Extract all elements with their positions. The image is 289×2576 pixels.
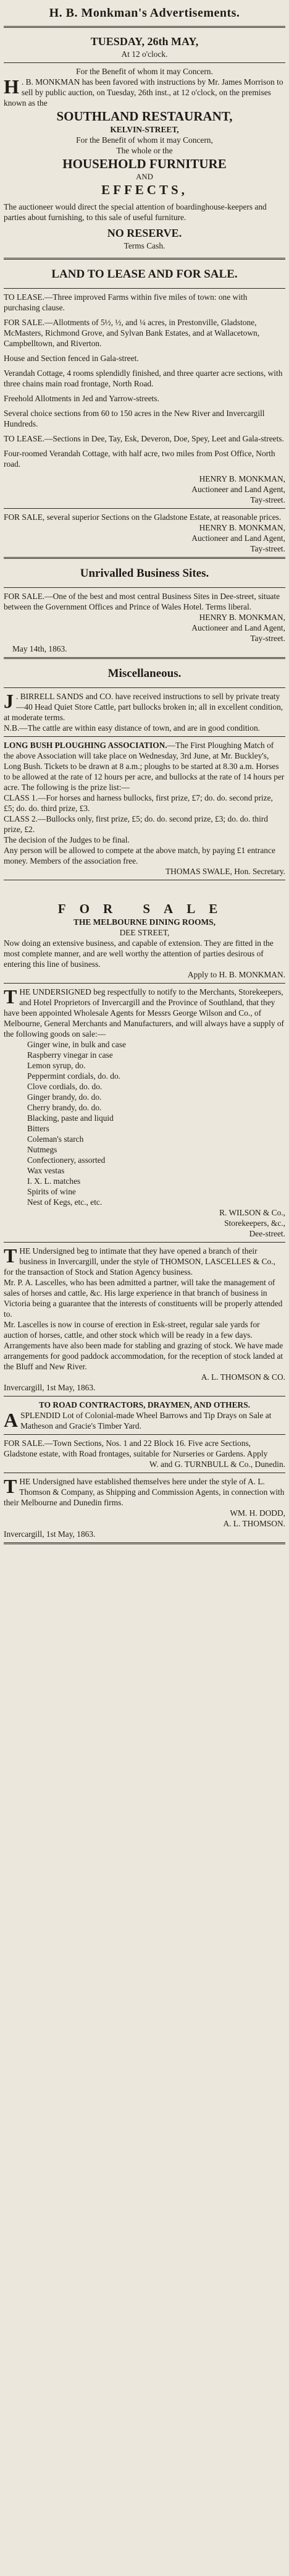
goods-item: Blacking, paste and liquid (27, 1113, 114, 1123)
birrell-nb: N.B.—The cattle are within easy distance of town, and are in good condition. (4, 723, 260, 733)
auction-venue: SOUTHLAND RESTAURANT, (56, 109, 233, 124)
ploughing-sig: THOMAS SWALE, Hon. Secretary. (165, 867, 285, 876)
goods-item: Confectionery, assorted (27, 1155, 106, 1165)
goods-item: Clove cordials, do. do. (27, 1082, 103, 1091)
auction-intro (4, 77, 285, 108)
gladstone-rule (4, 508, 285, 509)
land-heading: LAND TO LEASE AND FOR SALE. (51, 268, 238, 281)
goods-item: Cherry brandy, do. do. (27, 1103, 102, 1112)
splendid-body (4, 1410, 285, 1431)
melbourne-heading: FOR SALE (57, 901, 232, 916)
gladstone-body: FOR SALE, several superior Sections on the Gladstone Estate, at reasonable prices. (4, 512, 282, 522)
birrell-ad (4, 691, 285, 723)
partnership-body (4, 1476, 285, 1508)
land-top-rule (4, 258, 285, 260)
townsale-sig: W. and G. TURNBULL & Co., Dunedin. (149, 1460, 285, 1469)
melbourne-sig: Apply to H. B. MONKMAN. (187, 970, 285, 979)
birrell-text: . BIRRELL SANDS and CO. have received instructions to sell by private treaty—40 Head Quiet Store Cattle, part bullocks broken in; all in excellent condition, at moderate terms. (4, 692, 283, 722)
thomson-rule (4, 1242, 285, 1243)
thomson-body (4, 1246, 285, 1277)
ploughing-entry: Any person will be allowed to compete at the above match, by paying £1 entrance money. Members of the association free. (4, 846, 275, 865)
gladstone-sig-street: Tay-street. (250, 544, 285, 553)
misc-heading: Miscellaneous. (107, 667, 182, 680)
thomson-body-text: HE Undersigned beg to intimate that they have opened a branch of their business in Invercargill, under the style of THOMSON, LASCELLES & Co., for the transaction of Stock and Station Agency business. (4, 1246, 275, 1277)
wilson-intro (4, 987, 285, 1039)
land-heading-rule (4, 288, 285, 289)
gladstone-sig-name: HENRY B. MONKMAN, (199, 523, 285, 532)
thomson-p3: Mr. Lascelles is now in course of erection in Esk-street, regular sale yards for auction of horses, cattle, and other stock which will be ready in a few days. Arrangements have also been made for stabling and grazing of stock. We have made arrangements for good paddock accommodation, for the reception of stock landed at the Bluff and New River. (4, 1320, 283, 1371)
auction-and: AND (136, 172, 153, 181)
auction-dropcap: H (4, 75, 19, 98)
land-sig-title: Auctioneer and Land Agent, (191, 485, 285, 494)
goods-item: Raspberry vinegar in case (27, 1050, 113, 1060)
auction-benefit-2: For the Benefit of whom it may Concern, (76, 135, 213, 145)
townsale-body: FOR SALE.—Town Sections, Nos. 1 and 22 Block 16. Five acre Sections, Gladstone estate, with Road frontages, suitable for Nurseries or Gardens. Apply (4, 1439, 268, 1458)
land-item: Four-roomed Verandah Cottage, with half acre, two miles from Post Office, North road. (4, 449, 275, 469)
business-date: May 14th, 1863. (12, 644, 67, 653)
goods-item: Nest of Kegs, etc., etc. (27, 1197, 103, 1207)
thomson-p2: Mr. P. A. Lascelles, who has been admitted a partner, will take the management of sales of horses and cattle, &c. His large experience in that branch of business in Victoria being a guarantee that the interests of constituents will be properly attended to. (4, 1278, 283, 1319)
land-items (4, 292, 285, 469)
thomson-sig: A. L. THOMSON & CO. (201, 1372, 285, 1382)
wilson-goods-list (4, 1039, 285, 1207)
ploughing-title: LONG BUSH PLOUGHING ASSOCIATION. (4, 741, 167, 750)
bottom-rule (4, 1542, 285, 1544)
goods-item: Nutmegs (27, 1145, 57, 1154)
goods-item: Wax vestas (27, 1166, 65, 1175)
melbourne-body: Now doing an extensive business, and capable of extension. They are fitted in the most complete manner, and are well worthy the attention of parties desirous of entering this line of business. (4, 938, 274, 969)
wilson-rule (4, 983, 285, 984)
misc-top-rule (4, 657, 285, 659)
auction-whole: The whole or the (116, 146, 173, 155)
business-sig-title: Auctioneer and Land Agent, (191, 623, 285, 632)
land-item: TO LEASE.—Sections in Dee, Tay, Esk, Deveron, Doe, Spey, Leet and Gala-streets. (4, 434, 284, 443)
goods-item: Bitters (27, 1124, 49, 1133)
auction-reserve: NO RESERVE. (107, 227, 182, 239)
auction-street: KELVIN-STREET, (110, 125, 179, 134)
partnership-date: Invercargill, 1st May, 1863. (4, 1529, 96, 1539)
auction-benefit: For the Benefit of whom it may Concern. (76, 67, 213, 76)
ploughing-body: —The First Ploughing Match of the above Association will take place on Wednesday, 3rd June, at Mr. Buckley's, Long Bush. Tickets to be drawn at 8 a.m.; ploughs to be started at 8.30 a.m. Horses to be allowed at the rate of 12 hours per acre, and bullocks at the rate of 14 hours per acre. The following is the prize list:— (4, 741, 285, 792)
page-title: H. B. Monkman's Advertisements. (49, 6, 240, 20)
business-body: FOR SALE.—One of the best and most central Business Sites in Dee-street, situate between the Government Offices and Prince of Wales Hotel. Terms liberal. (4, 592, 280, 611)
splendid-body-text: SPLENDID Lot of Colonial-made Wheel Barrows and Tip Drays on Sale at Matheson and Gracie's Timber Yard. (20, 1411, 272, 1430)
land-sig-name: HENRY B. MONKMAN, (199, 474, 285, 483)
auction-date: TUESDAY, 26th MAY, (90, 35, 199, 48)
partnership-dropcap: T (4, 1475, 17, 1497)
wilson-sig-street: Dee-street. (249, 1229, 285, 1238)
partnership-sig-1: WM. H. DODD, (230, 1508, 285, 1518)
ploughing-class-2: CLASS 2.—Bullocks only, first prize, £5; do. do. second prize, £3; do. do. third prize, £2. (4, 814, 268, 834)
goods-item: Peppermint cordials, do. do. (27, 1071, 120, 1081)
ploughing-ad (4, 740, 285, 793)
auction-goods: HOUSEHOLD FURNITURE (62, 156, 227, 171)
melbourne-street: DEE STREET, (119, 928, 170, 937)
goods-item: Spirits of wine (27, 1187, 76, 1196)
goods-item: Lemon syrup, do. (27, 1061, 86, 1070)
wilson-sig-title: Storekeepers, &c., (224, 1218, 285, 1228)
misc-heading-rule (4, 687, 285, 688)
partnership-sig-2: A. L. THOMSON. (223, 1519, 285, 1528)
birrell-dropcap: J (4, 690, 14, 712)
ploughing-rule (4, 736, 285, 737)
land-item: FOR SALE.—Allotments of 5½, ½, and ¼ acres, in Prestonville, Gladstone, McMasters, Richmond Grove, and Sylvan Bank Estates, and at Wallacetown, Campbelltown, and Riverton. (4, 318, 260, 348)
business-sig-name: HENRY B. MONKMAN, (199, 613, 285, 622)
title-rule (4, 26, 285, 28)
gladstone-sig-title: Auctioneer and Land Agent, (191, 533, 285, 543)
auction-intro-text: . B. MONKMAN has been favored with instructions by Mr. James Morrison to sell by public auction, on Tuesday, 26th inst., at 12 o'clock, on the premises known as the (4, 77, 283, 108)
thomson-dropcap: T (4, 1244, 17, 1267)
land-item: Verandah Cottage, 4 rooms splendidly finished, and three quarter acre sections, with three chains main road frontage, North Road. (4, 368, 283, 388)
land-item: Freehold Allotments in Jed and Yarrow-streets. (4, 394, 159, 403)
partnership-body-text: HE Undersigned have established themselves here under the style of A. L. Thomson & Company, as Shipping and Commission Agents, in connection with their Melbourne and Dunedin firms. (4, 1477, 285, 1507)
auction-advertisement (4, 31, 285, 255)
goods-item: I. X. L. matches (27, 1176, 81, 1186)
auction-effects: EFFECTS, (101, 182, 188, 197)
auction-body: The auctioneer would direct the special attention of boardinghouse-keepers and parties about furnishing, to this sale of useful furniture. (4, 202, 267, 222)
goods-item: Coleman's starch (27, 1134, 84, 1144)
auction-time: At 12 o'clock. (121, 49, 168, 59)
wilson-intro-text: HE UNDERSIGNED beg respectfully to notify to the Merchants, Storekeepers, and Hotel Proprietors of Invercargill and the Province of Southland, that they have been appointed Wholesale Agents for Messrs George Wilson and Co., of Melbourne, General Merchants and Manufacturers, and will always have a supply of the following goods on sale:— (4, 987, 285, 1039)
land-item: TO LEASE.—Three improved Farms within five miles of town: one with purchasing clause. (4, 292, 248, 312)
wilson-sig-name: R. WILSON & Co., (219, 1208, 285, 1217)
auction-rule (4, 62, 285, 63)
business-heading-rule (4, 587, 285, 588)
splendid-head: TO ROAD CONTRACTORS, DRAYMEN, AND OTHERS. (38, 1400, 250, 1409)
land-sig-street: Tay-street. (250, 495, 285, 504)
land-item: House and Section fenced in Gala-street. (4, 354, 139, 363)
ploughing-class-1: CLASS 1.—For horses and harness bullocks, first prize, £7; do. do. second prize, £5; do. do. third prize, £3. (4, 793, 273, 813)
wilson-dropcap: T (4, 985, 17, 1008)
business-heading: Unrivalled Business Sites. (80, 567, 209, 580)
auction-terms: Terms Cash. (124, 241, 165, 250)
goods-item: Ginger wine, in bulk and case (27, 1040, 126, 1049)
business-top-rule (4, 557, 285, 559)
thomson-date: Invercargill, 1st May, 1863. (4, 1383, 96, 1392)
splendid-dropcap: A (4, 1409, 19, 1431)
goods-item: Ginger brandy, do. do. (27, 1092, 102, 1102)
ploughing-judges: The decision of the Judges to be final. (4, 835, 130, 844)
melbourne-name: THE MELBOURNE DINING ROOMS, (73, 917, 216, 927)
business-sig-street: Tay-street. (250, 634, 285, 643)
land-item: Several choice sections from 60 to 150 acres in the New River and Invercargill Hundreds. (4, 409, 265, 428)
townsale-rule (4, 1434, 285, 1435)
